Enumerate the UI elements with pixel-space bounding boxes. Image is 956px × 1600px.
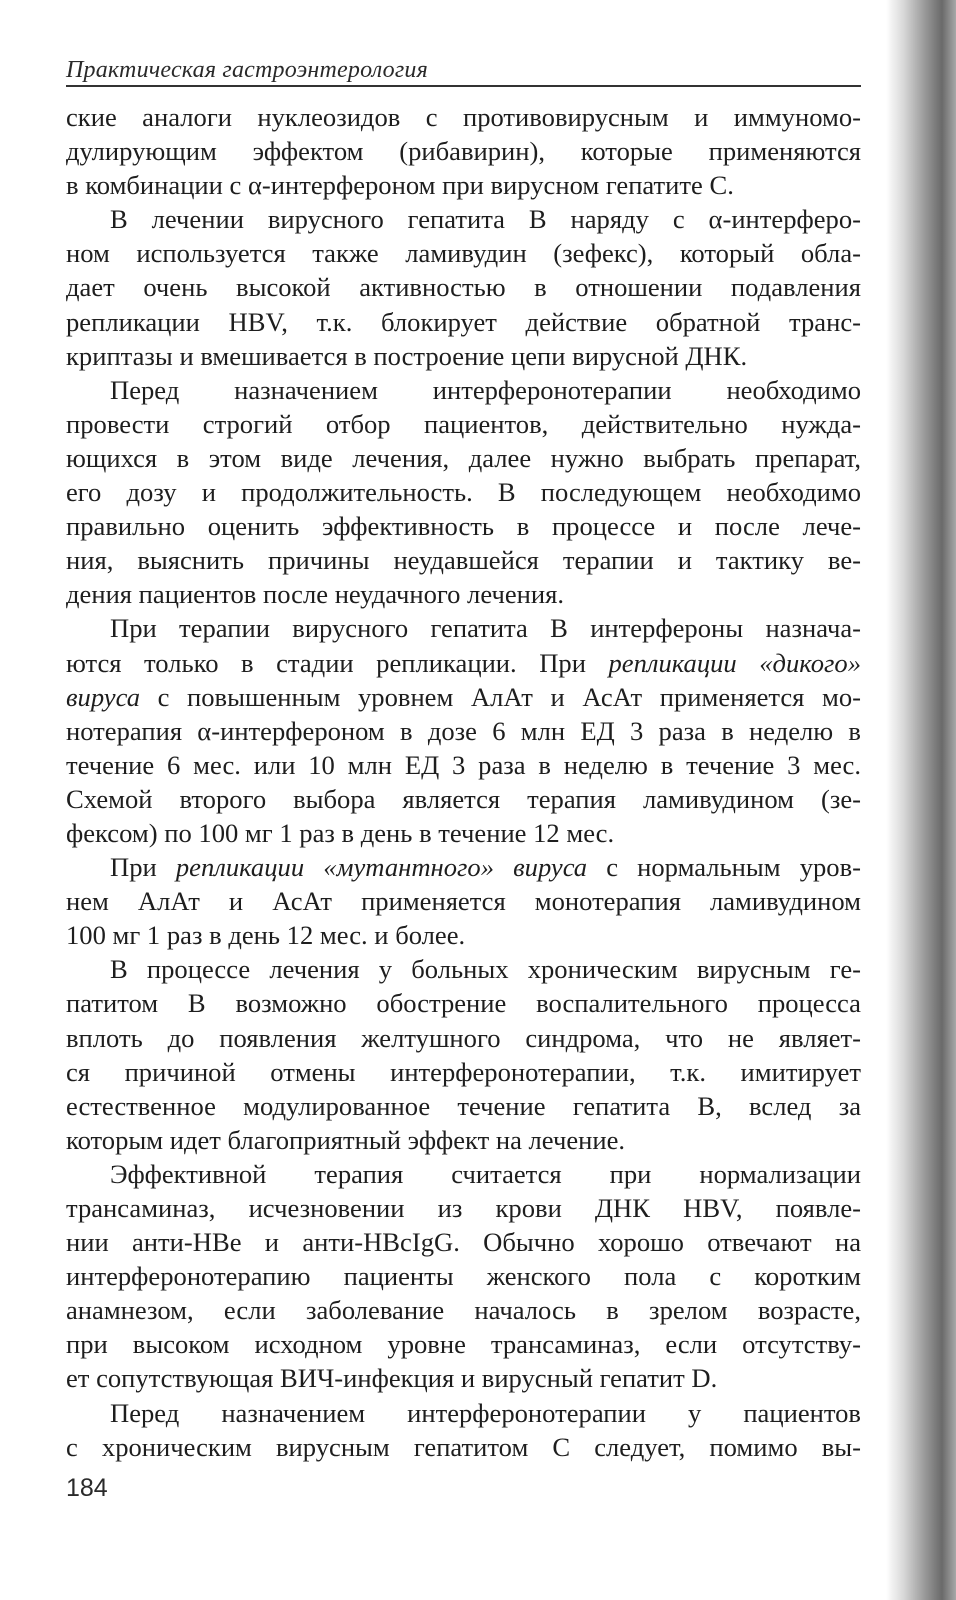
text-line: ющихся в этом виде лечения, далее нужно выбрать препарат, — [66, 442, 861, 473]
text-line: нем АлАт и АсАт применяется монотерапия ламивудином — [66, 886, 861, 917]
text-line: Перед назначением интерферонотерапии у пациентов — [110, 1397, 861, 1428]
text-line: провести строгий отбор пациентов, действительно нужда- — [66, 408, 861, 439]
text-line: ся причиной отмены интерферонотерапии, т.к. имитирует — [66, 1056, 861, 1087]
text-line: анамнезом, если заболевание началось в зрелом возрасте, — [66, 1295, 861, 1326]
running-header — [66, 56, 861, 86]
header-rule — [66, 85, 861, 87]
text-line: при высоком исходном уровне трансаминаз, если отсутству- — [66, 1329, 861, 1360]
text-line: ния, выяснить причины неудавшейся терапии и тактику ве- — [66, 545, 861, 576]
text-line: в комбинации с α-интерфероном при вирусном гепатите С. — [66, 170, 734, 201]
text-line: вируса с повышенным уровнем АлАт и АсАт применяется мо- — [66, 681, 861, 712]
text-line: ются только в стадии репликации. При репликации «дикого» — [66, 647, 861, 678]
text-line: вплоть до появления желтушного синдрома, что не являет- — [66, 1022, 861, 1053]
text-line: фексом) по 100 мг 1 раз в день в течение 12 мес. — [66, 817, 615, 848]
text-line: При терапии вирусного гепатита В интерфероны назнача- — [110, 613, 861, 644]
text-line: дулирующим эффектом (рибавирин), которые применяются — [66, 136, 861, 167]
text-line: криптазы и вмешивается в построение цепи вирусной ДНК. — [66, 340, 748, 371]
text-line: Перед назначением интерферонотерапии необходимо — [110, 374, 861, 405]
text-line: течение 6 мес. или 10 млн ЕД 3 раза в неделю в течение 3 мес. — [66, 749, 861, 780]
text-line: дает очень высокой активностью в отношении подавления — [66, 272, 861, 303]
text-line: нотерапия α-интерфероном в дозе 6 млн ЕД 3 раза в неделю в — [66, 715, 861, 746]
text-line: Схемой второго выбора является терапия ламивудином (зе- — [66, 783, 861, 814]
text-line: патитом В возможно обострение воспалительного процесса — [66, 988, 861, 1019]
text-line: При репликации «мутантного» вируса с нормальным уров- — [110, 852, 861, 883]
text-line: ские аналоги нуклеозидов с противовирусным и иммуномо- — [66, 102, 861, 132]
text-line: 100 мг 1 раз в день 12 мес. и более. — [66, 920, 466, 951]
running-header-title: Практическая гастроэнтерология — [66, 57, 428, 83]
text-line: В процессе лечения у больных хроническим вирусным ге- — [110, 954, 861, 985]
body-text — [66, 100, 861, 1464]
text-line: с хроническим вирусным гепатитом С следует, помимо вы- — [66, 1431, 861, 1462]
text-line: его дозу и продолжительность. В последующем необходимо — [66, 477, 861, 508]
text-line: трансаминаз, исчезновении из крови ДНК HBV, появле- — [66, 1193, 861, 1223]
text-line: репликации HBV, т.к. блокирует действие обратной транс- — [66, 306, 861, 337]
text-line: которым идет благоприятный эффект на лечение. — [66, 1124, 626, 1155]
text-line: дения пациентов после неудачного лечения. — [66, 579, 564, 610]
page-number: 184 — [66, 1474, 108, 1502]
text-line: ном используется также ламивудин (зефекс), который обла- — [66, 238, 861, 269]
text-line: В лечении вирусного гепатита В наряду с α-интерферо- — [110, 204, 861, 235]
page-edge-shadow — [886, 0, 956, 1600]
text-line: ет сопутствующая ВИЧ-инфекция и вирусный гепатит D. — [66, 1363, 718, 1394]
text-line: правильно оценить эффективность в процессе и после лече- — [66, 511, 861, 542]
text-line: Эффективной терапия считается при нормализации — [110, 1158, 861, 1189]
text-line: естественное модулированное течение гепатита В, вслед за — [66, 1090, 861, 1121]
text-line: интерферонотерапию пациенты женского пола с коротким — [66, 1261, 861, 1292]
text-line: нии анти-HBe и анти-HBcIgG. Обычно хорошо отвечают на — [66, 1227, 861, 1258]
